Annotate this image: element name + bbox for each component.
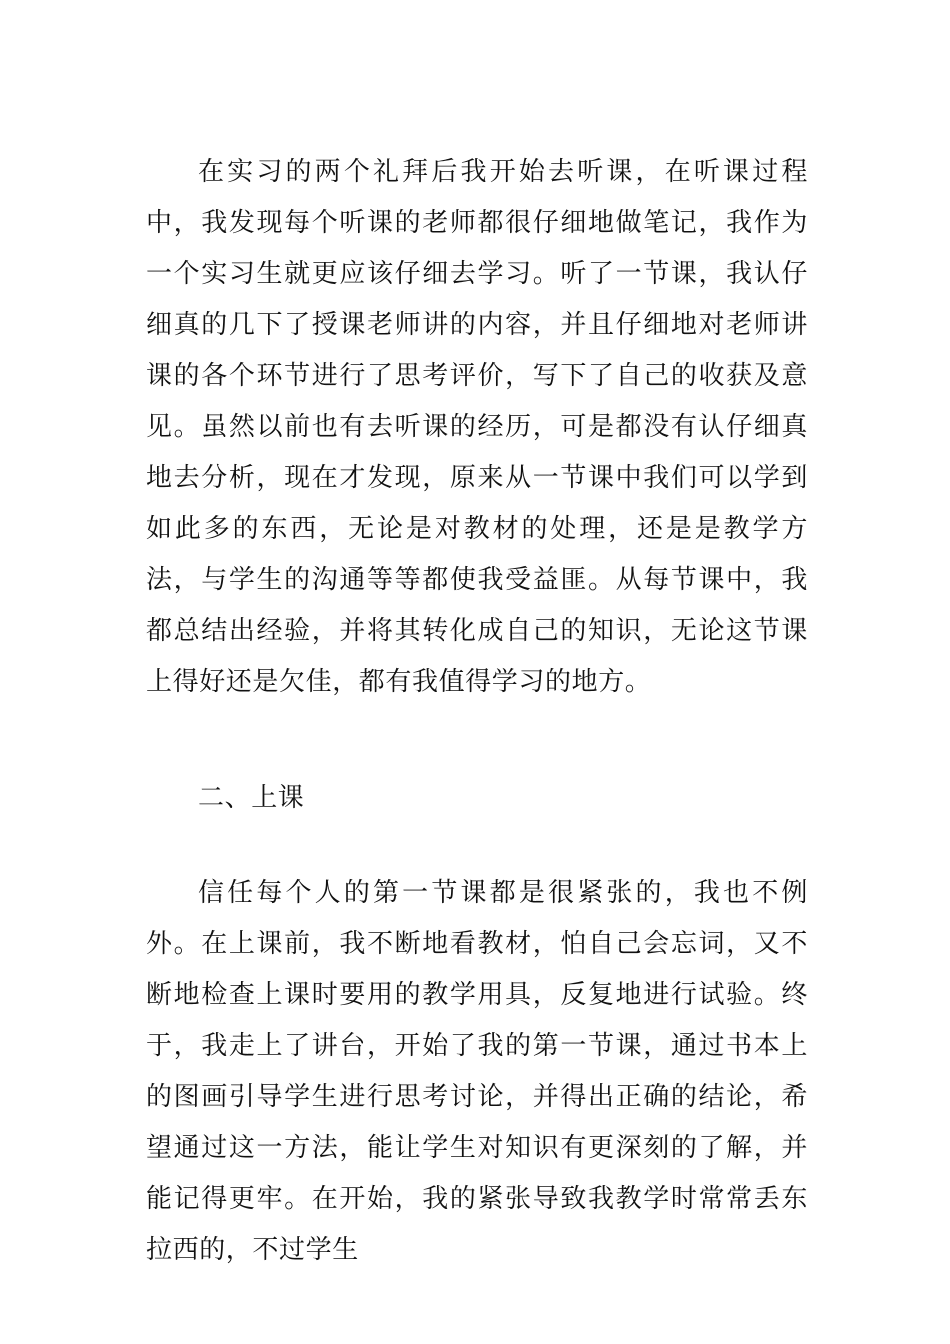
section-heading-teaching: 二、上课	[198, 783, 305, 813]
body-paragraph-listening: 在实习的两个礼拜后我开始去听课，在听课过程中，我发现每个听课的老师都很仔细地做笔记，我作为一个实习生就更应该仔细去学习。听了一节课，我认仔细真的几下了授课老师讲的内容，并且仔细地对老师讲课的各个环节进行了思考评价，写下了自己的收获及意见。虽然以前也有去听课的经历，可是都没有认仔细真地去分析，现在才发现，原来从一节课中我们可以学到如此多的东西，无论是对教材的处理，还是是教学方法，与学生的沟通等等都使我受益匪。从每节课中，我都总结出经验，并将其转化成自己的知识，无论这节课上得好还是欠佳，都有我值得学习的地方。	[146, 157, 808, 697]
body-paragraph-first-class: 信任每个人的第一节课都是很紧张的，我也不例外。在上课前，我不断地看教材，怕自己会忘词，又不断地检查上课时要用的教学用具，反复地进行试验。终于，我走上了讲台，开始了我的第一节课，通过书本上的图画引导学生进行思考讨论，并得出正确的结论，希望通过这一方法，能让学生对知识有更深刻的了解，并能记得更牢。在开始，我的紧张导致我教学时常常丢东拉西的，不过学生	[146, 878, 808, 1265]
